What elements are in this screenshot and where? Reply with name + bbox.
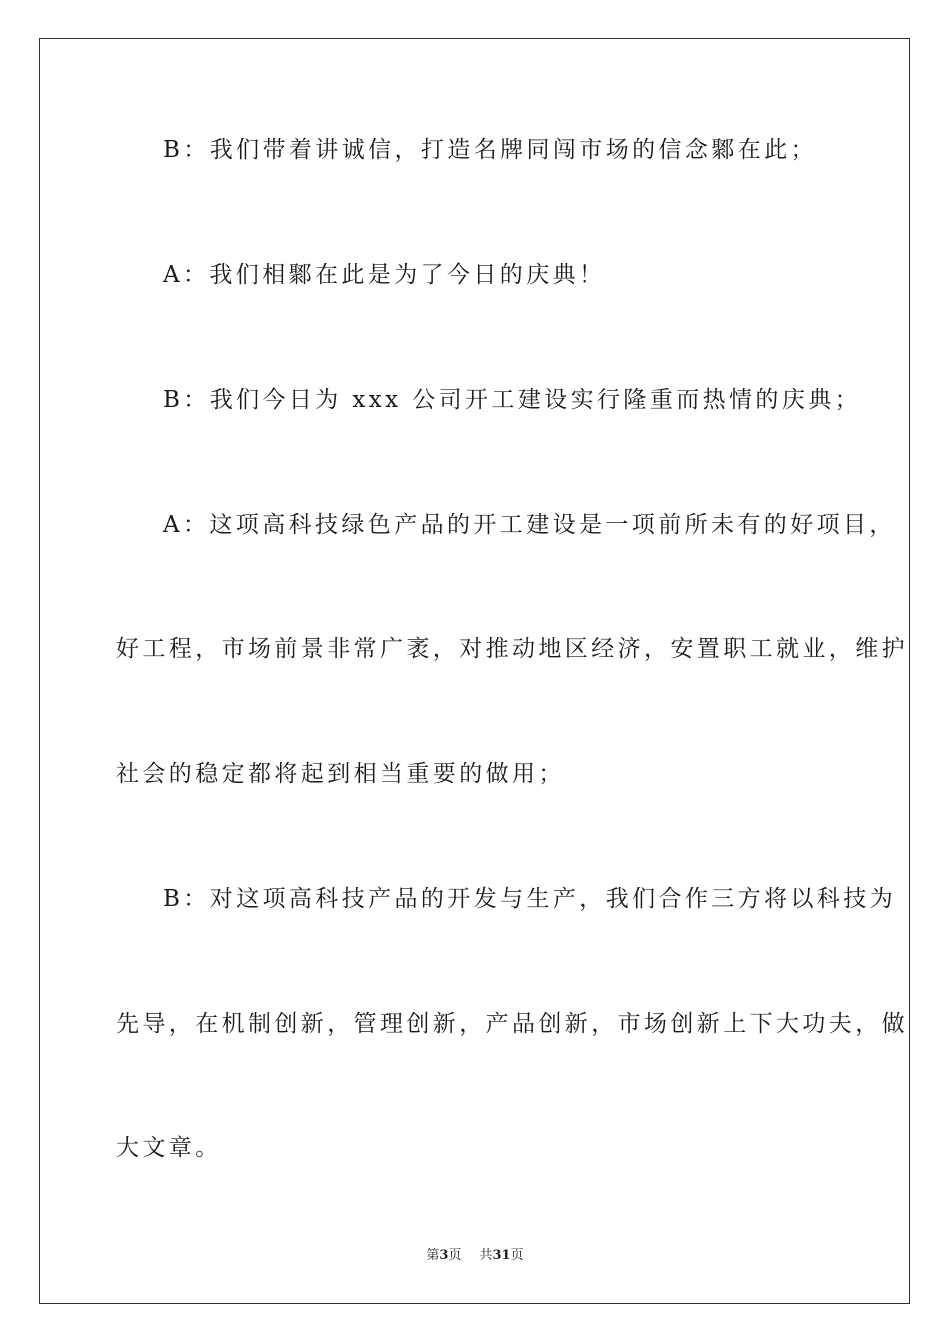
dialogue-line-a-2: A：这项高科技绿色产品的开工建设是一项前所未有的好项目， [163,512,896,538]
dialogue-line-a-2-cont-2: 社会的稳定都将起到相当重要的做用； [116,761,565,787]
page-number: 3 [439,1248,449,1263]
total-prefix: 共 [479,1248,493,1263]
page-border [39,38,910,1304]
dialogue-line-b-2: B：我们今日为 xxx 公司开工建设实行隆重而热情的庆典； [163,387,862,413]
dialogue-line-b-3: B：对这项高科技产品的开发与生产，我们合作三方将以科技为 [163,886,897,912]
page-suffix: 页 [448,1248,462,1263]
dialogue-line-b-1: B：我们带着讲诚信，打造名牌同闯市场的信念鄹在此； [163,137,817,163]
page-prefix: 第 [426,1248,440,1263]
total-suffix: 页 [510,1248,524,1263]
dialogue-line-b-3-cont-2: 大文章。 [116,1135,222,1161]
dialogue-line-b-3-cont-1: 先导，在机制创新，管理创新，产品创新，市场创新上下大功夫，做 [116,1011,908,1037]
total-pages: 31 [492,1248,511,1263]
page-footer [0,1248,950,1264]
dialogue-line-a-1: A：我们相鄹在此是为了今日的庆典！ [163,262,606,288]
dialogue-line-a-2-cont-1: 好工程，市场前景非常广袤，对推动地区经济，安置职工就业，维护 [116,636,908,662]
